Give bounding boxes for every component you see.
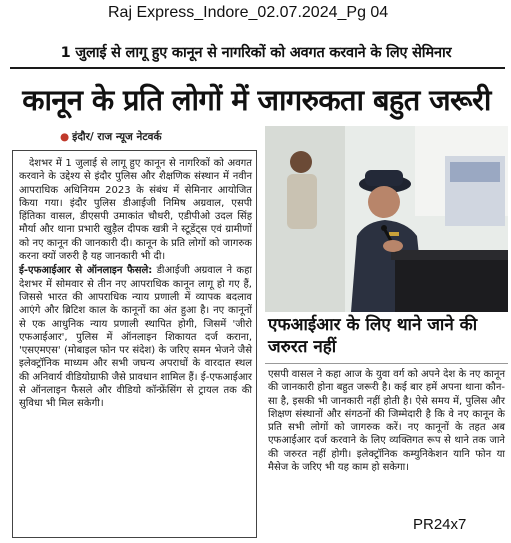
main-headline: कानून के प्रति लोगों में जागरुकता बहुत जरूरी (22, 83, 491, 117)
article-left-column (12, 150, 257, 538)
right-column-subheadline: एफआईआर के लिए थाने जाने की जरुरत नहीं (265, 314, 508, 364)
article-paragraph-2 (19, 264, 252, 410)
divider (10, 67, 505, 69)
article-right-column: एसपी वासल ने कहा आज के युवा वर्ग को अपने देश के नए कानून की जानकारी होना बहुत जरूरी है। कई बार हमें अपना थाना कौन-सा है, इसकी भी जानकारी नहीं होती है। ऐसे समय में, पुलिस और शिक्षण संस्थानों और संगठनों की जिम्मेदारी है कि वे नए कानून के प्रति सभी लोगों को जागरुक करें। नए कानूनों के तहत अब एफआईआर दर्ज करवाने के लिए व्यक्तिगत रूप से थाने तक जाने की जरुरत नहीं होगी। इलेक्ट्रॉनिक कम्युनिकेशन यानि फोन या मैसेज के जरिए भी यह काम हो सकेगा। (268, 369, 505, 474)
photo-speaker-at-podium (265, 126, 508, 312)
kicker-headline: 1 जुलाई से लागू हुए कानून से नागरिकों को अवगत करवाने के लिए सेमिनार (60, 45, 452, 61)
agency-tag: PR24x7 (413, 516, 467, 533)
article-paragraph-2-text: डीआईजी अग्रवाल ने कहा देशभर में सोमवार से तीन नए आपराधिक कानून लागू हो गए हैं, जिससे भारत की आपराधिक न्याय प्रणाली में व्यापक बदलाव आएंगे और ब्रिटिश काल के कानूनों का अंत हुआ है। नए कानूनों से एक आधुनिक न्याय प्रणाली स्थापित होगी, जिसमें 'जीरो एफआईआर', पुलिस में ऑनलाइन शिकायत दर्ज कराना, 'एसएमएस' (मोबाइल फोन पर संदेश) के जरिए समन भेजने जैसे इलेक्ट्रॉनिक माध्यम और सभी जघन्य अपराधों के वारदात स्थल की अनिवार्य वीडियोग्राफी जैसे प्रावधान शामिल हैं। ई-एफआईआर से ऑनलाइन फैसले और वीडियो कॉन्फ्रेंसिंग से ट्रायल तक की सुविधा भी मिल सकेगी। (19, 265, 252, 410)
article-paragraph-1: देशभर में 1 जुलाई से लागू हुए कानून से नागरिकों को अवगत करवाने के उद्देश्य से इंदौर पुलिस और शैक्षणिक संस्थान में नवीन आपराधिक अधिनियम 2023 के संबंध में सेमिनार आयोजित किया गया। इंदौर पुलिस डीआईजी निमिष अग्रवाल, एसपी हिंतिका वासल, डीएसपी उमाकांत चौधरी, एडीपीओ उदल सिंह मौर्या और थाना प्रभारी खुड़ैल दीपक खत्री ने स्टूडेंट्स एवं ग्रामीणों को नए कानून की जानकारी दी। कानून के प्रति लोगों को जागरुक करना क्यों जरुरी है यह जानकारी भी दी। (19, 158, 252, 263)
clipping-source-line: Raj Express_Indore_02.07.2024_Pg 04 (108, 4, 389, 21)
subheading-e-fir: ई-एफआईआर से ऑनलाइन फैसले: (19, 265, 153, 277)
photo-illustration (265, 126, 508, 312)
byline-text: इंदौर/ राज न्यूज नेटवर्क (72, 131, 162, 143)
bullet-icon: ● (60, 131, 70, 143)
byline (60, 130, 162, 146)
